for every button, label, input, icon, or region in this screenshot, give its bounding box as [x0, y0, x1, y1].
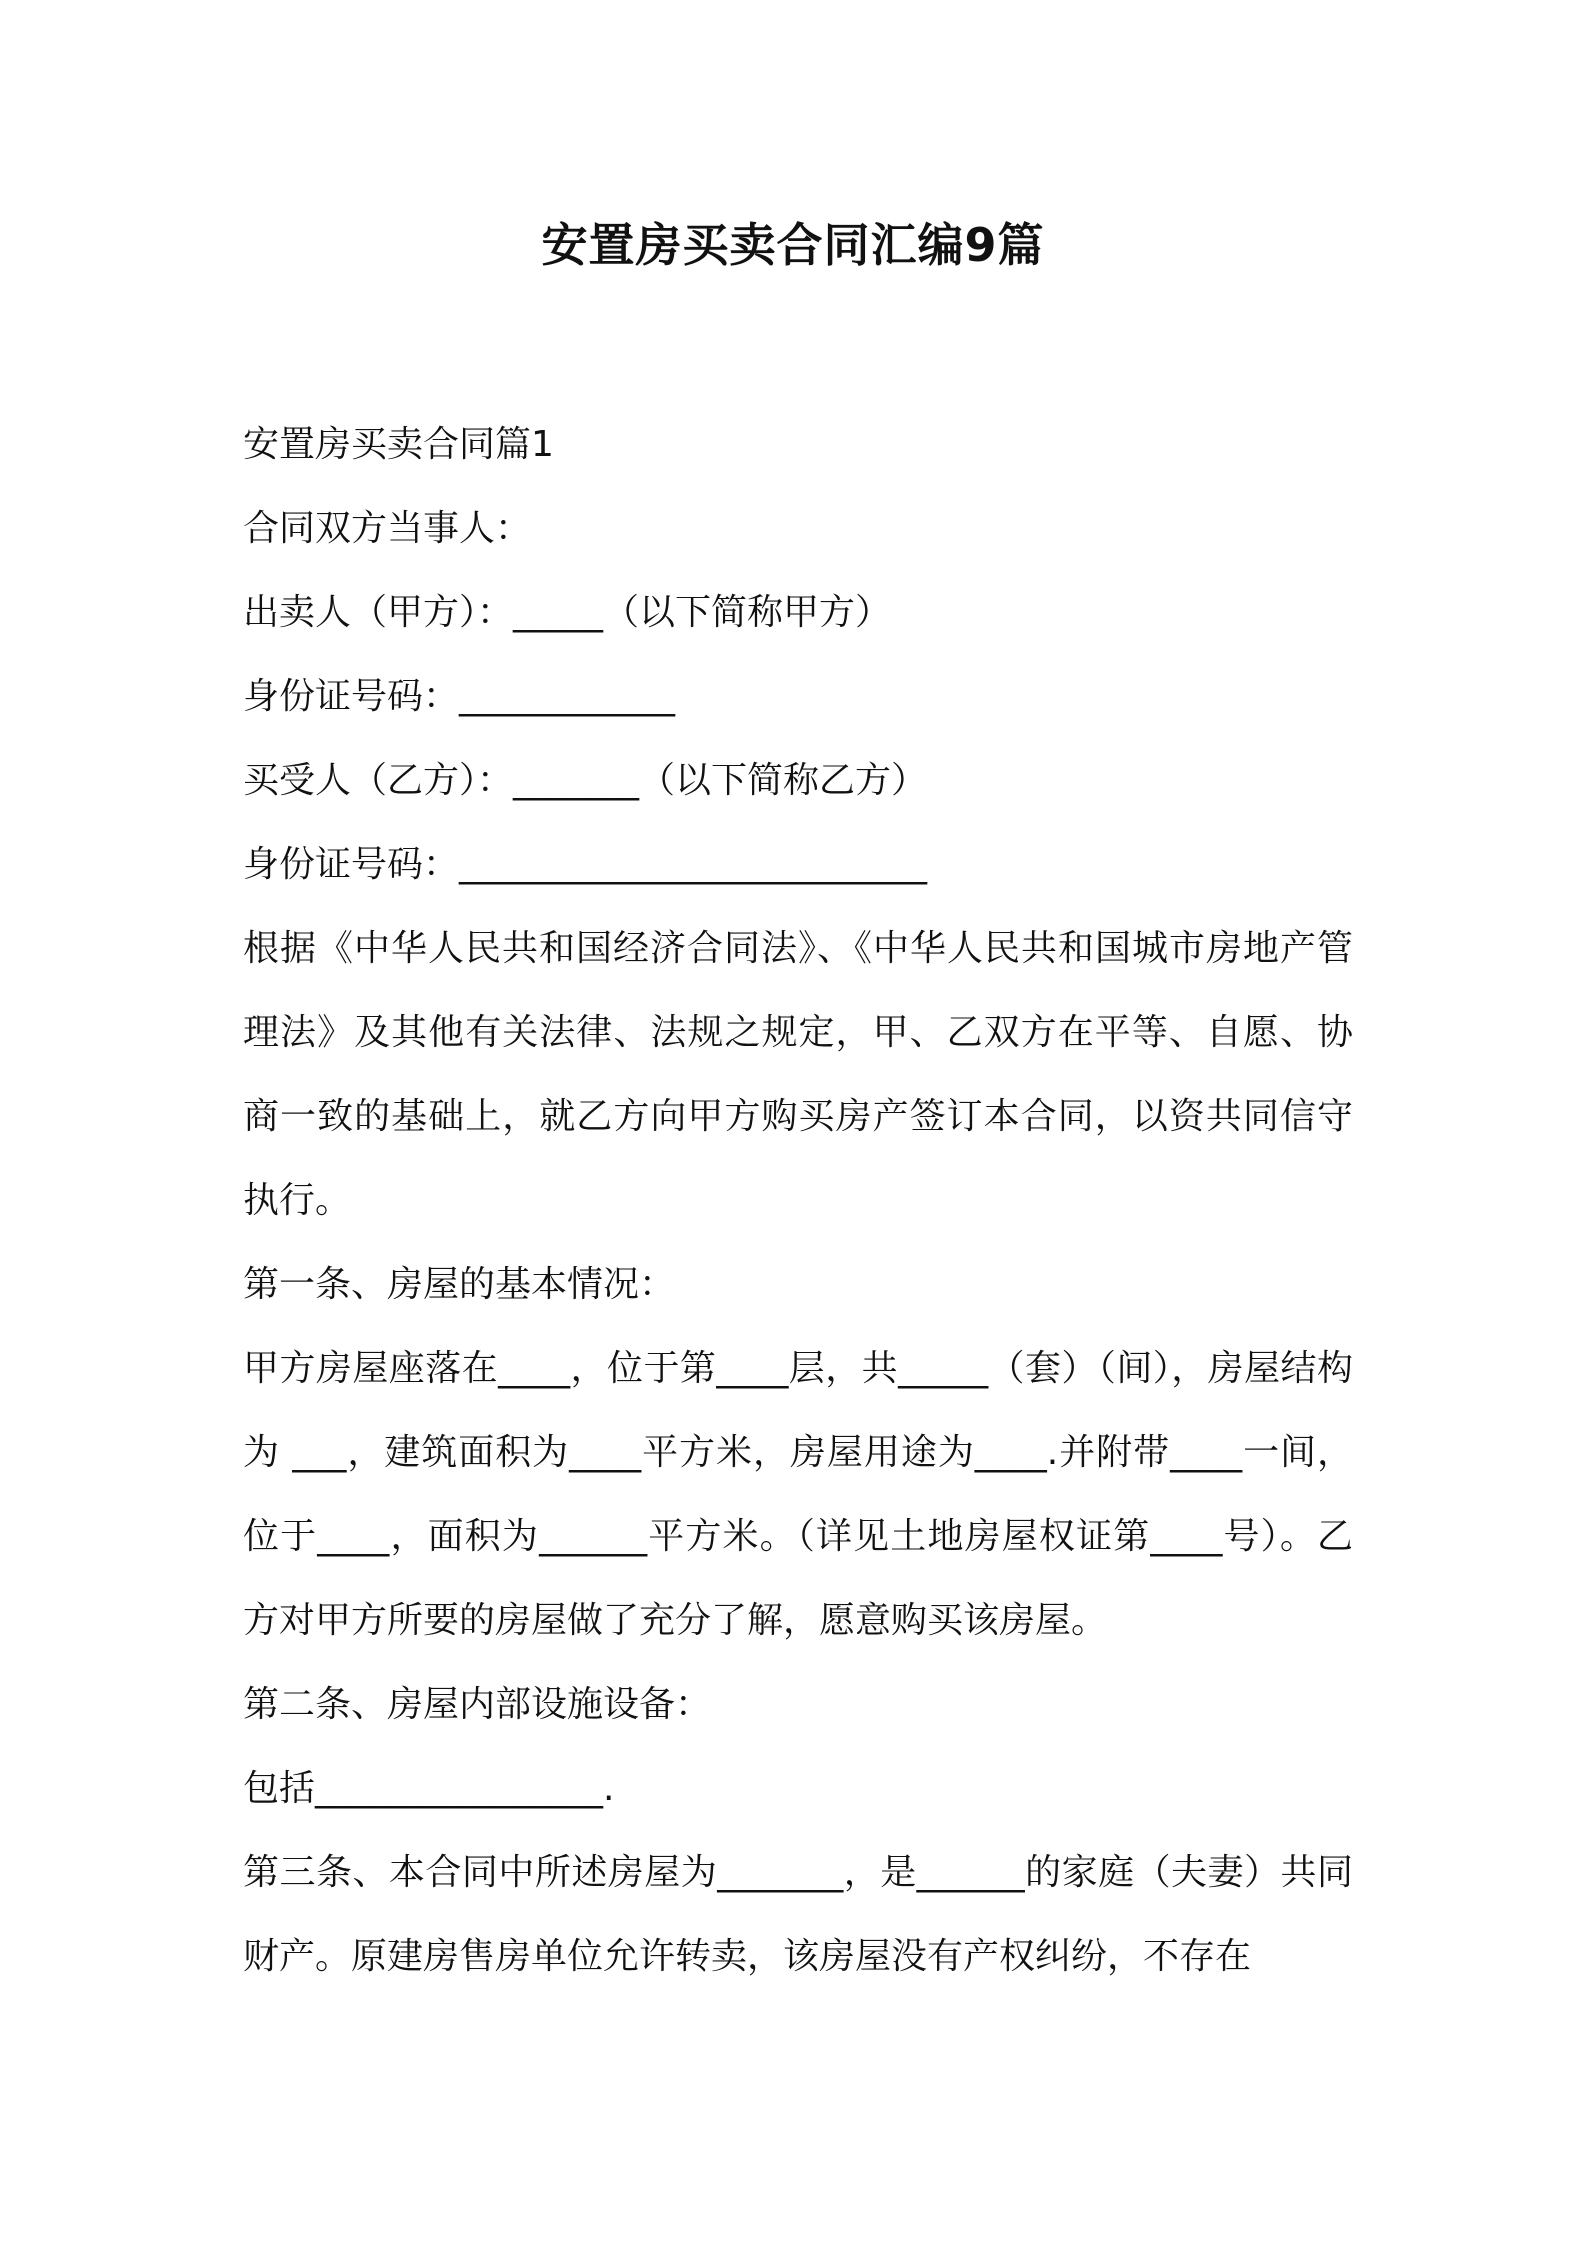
article-1-body: 甲方房屋座落在____，位于第____层，共_____（套）（间），房屋结构为 ___，建筑面积为____平方米，房屋用途为____.并附带____一间，位于____，面积为______平方米。（详见土地房屋权证第____号）。乙方对甲方所要的房屋做了充分了解，愿意购买该房屋。 [243, 1348, 1353, 1641]
article-1-heading: 第一条、房屋的基本情况： [243, 1264, 676, 1305]
paragraph-seller-id: 身份证号码：____________ [243, 676, 676, 717]
paragraph-seller: 出卖人（甲方）：_____（以下简称甲方） [243, 592, 892, 633]
paragraph-legal-basis: 根据《中华人民共和国经济合同法》、《中华人民共和国城市房地产管理法》及其他有关法律、法规之规定，甲、乙双方在平等、自愿、协商一致的基础上，就乙方向甲方购买房产签订本合同，以资共同信守执行。 [243, 928, 1353, 1221]
article-2-heading: 第二条、房屋内部设施设备： [243, 1684, 712, 1725]
article-2-body: 包括________________. [243, 1768, 615, 1809]
section-heading: 安置房买卖合同篇1 [243, 424, 554, 465]
paragraph-buyer-id: 身份证号码：__________________________ [243, 844, 928, 885]
paragraph-parties: 合同双方当事人： [243, 508, 532, 549]
article-3-body: 第三条、本合同中所述房屋为_______，是______的家庭（夫妻）共同财产。原建房售房单位允许转卖，该房屋没有产权纠纷，不存在 [243, 1852, 1353, 1977]
document-body [243, 403, 1353, 1999]
paragraph-buyer: 买受人（乙方）：_______（以下简称乙方） [243, 760, 928, 801]
document-title: 安置房买卖合同汇编9篇 [541, 218, 1045, 272]
